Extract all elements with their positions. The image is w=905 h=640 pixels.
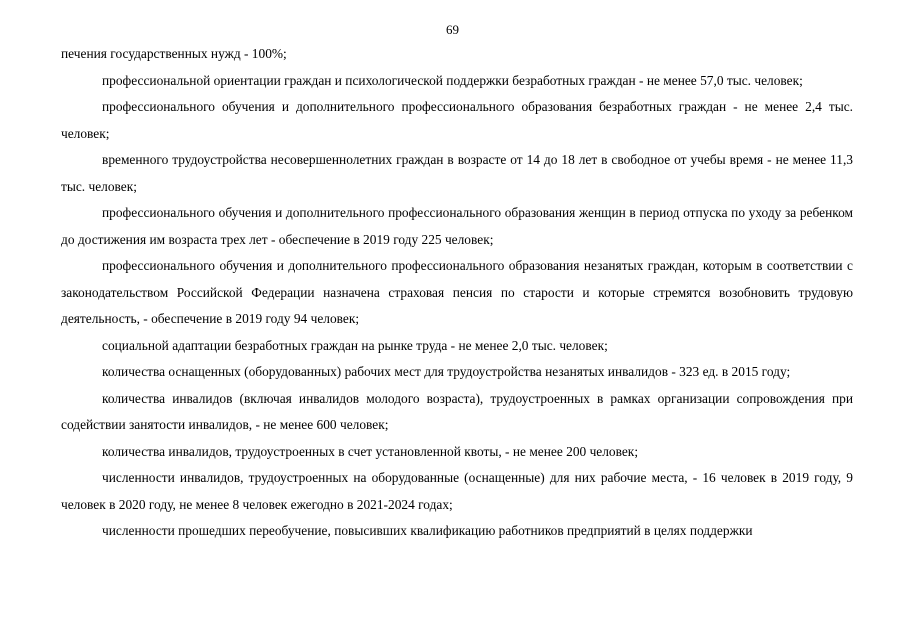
paragraph-retraining: численности прошедших переобучение, повысивших квалификацию работников предприятий в целях поддержки xyxy=(102,523,753,538)
paragraph-social-adaptation: социальной адаптации безработных граждан на рынке труда - не менее 2,0 тыс. человек; xyxy=(102,337,608,353)
page-number: 69 xyxy=(446,22,459,37)
document-body xyxy=(61,41,853,545)
paragraph-continuation: печения государственных нужд - 100%; xyxy=(61,46,287,61)
paragraph-temporary-employment-minors: временного трудоустройства несовершеннолетних граждан в возрасте от 14 до 18 лет в свободное от учебы время - не менее 11,3 тыс. человек; xyxy=(61,152,853,194)
paragraph-training-women-leave: профессионального обучения и дополнительного профессионального образования женщин в период отпуска по уходу за ребенком до достижения им возраста трех лет - обеспечение в 2019 году 225 человек; xyxy=(61,205,853,247)
paragraph-disabled-support: количества инвалидов (включая инвалидов молодого возраста), трудоустроенных в рамках организации сопровождения при содействии занятости инвалидов, - не менее 600 человек; xyxy=(61,390,853,432)
paragraph-training-pensioners: профессионального обучения и дополнительного профессионального образования незанятых граждан, которым в соответствии с законодательством Российской Федерации назначена страховая пенсия по старости и которые стремятся возобновить трудовую деятельность, - обеспечение в 2019 году 94 человек; xyxy=(61,258,853,326)
paragraph-career-guidance: профессиональной ориентации граждан и психологической поддержки безработных граждан - не менее 57,0 тыс. человек; xyxy=(102,72,803,88)
paragraph-vocational-training-unemployed: профессионального обучения и дополнительного профессионального образования безработных граждан - не менее 2,4 тыс. человек; xyxy=(61,99,853,141)
paragraph-disabled-equipped-places: численности инвалидов, трудоустроенных на оборудованные (оснащенные) для них рабочие места, - 16 человек в 2019 году, 9 человек в 2020 году, не менее 8 человек ежегодно в 2021-2024 годах; xyxy=(61,470,853,512)
paragraph-disabled-quota: количества инвалидов, трудоустроенных в счет установленной квоты, - не менее 200 человек; xyxy=(102,443,639,459)
paragraph-equipped-workplaces: количества оснащенных (оборудованных) рабочих мест для трудоустройства незанятых инвалидов - 323 ед. в 2015 году; xyxy=(102,364,791,379)
